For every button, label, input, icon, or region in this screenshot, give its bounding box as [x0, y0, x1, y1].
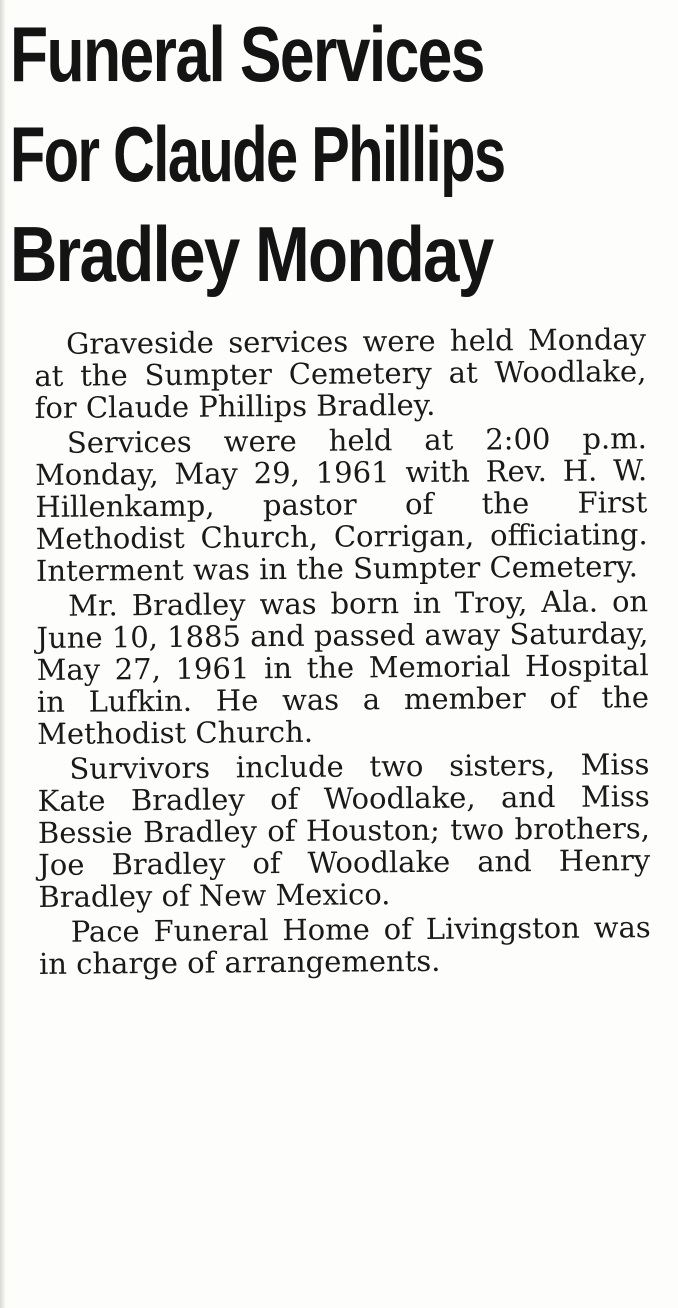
paragraph-graveside: Graveside services were held Monday at the Sumpter Cemetery at Woodlake, for Claude Phillips Bradley. — [34, 322, 647, 425]
headline — [10, 4, 670, 304]
paragraph-biography: Mr. Bradley was born in Troy, Ala. on June 10, 1885 and passed away Saturday, May 27, 1961 in the Memorial Hospital in Lufkin. He was a member of the Methodist Church. — [36, 584, 650, 751]
paragraph-arrangements: Pace Funeral Home of Livingston was in charge of arrangements. — [38, 910, 651, 981]
article-body — [34, 323, 651, 983]
headline-line-2: For Claude Phillips — [10, 110, 505, 198]
headline-line-3: Bradley Monday — [10, 210, 493, 298]
headline-line-1: Funeral Services — [10, 10, 484, 98]
clipping-edge-shadow — [0, 0, 6, 1308]
paragraph-services: Services were held at 2:00 p.m. Monday, May 29, 1961 with Rev. H. W. Hillenkamp, pastor of the First Methodist Church, Corrigan, officiating. Interment was in the Sumpter Cemetery. — [35, 421, 648, 588]
paragraph-survivors: Survivors include two sisters, Miss Kate Bradley of Woodlake, and Miss Bessie Bradley of Houston; two brothers, Joe Bradley of Woodlake and Henry Bradley of New Mexico. — [37, 747, 651, 914]
